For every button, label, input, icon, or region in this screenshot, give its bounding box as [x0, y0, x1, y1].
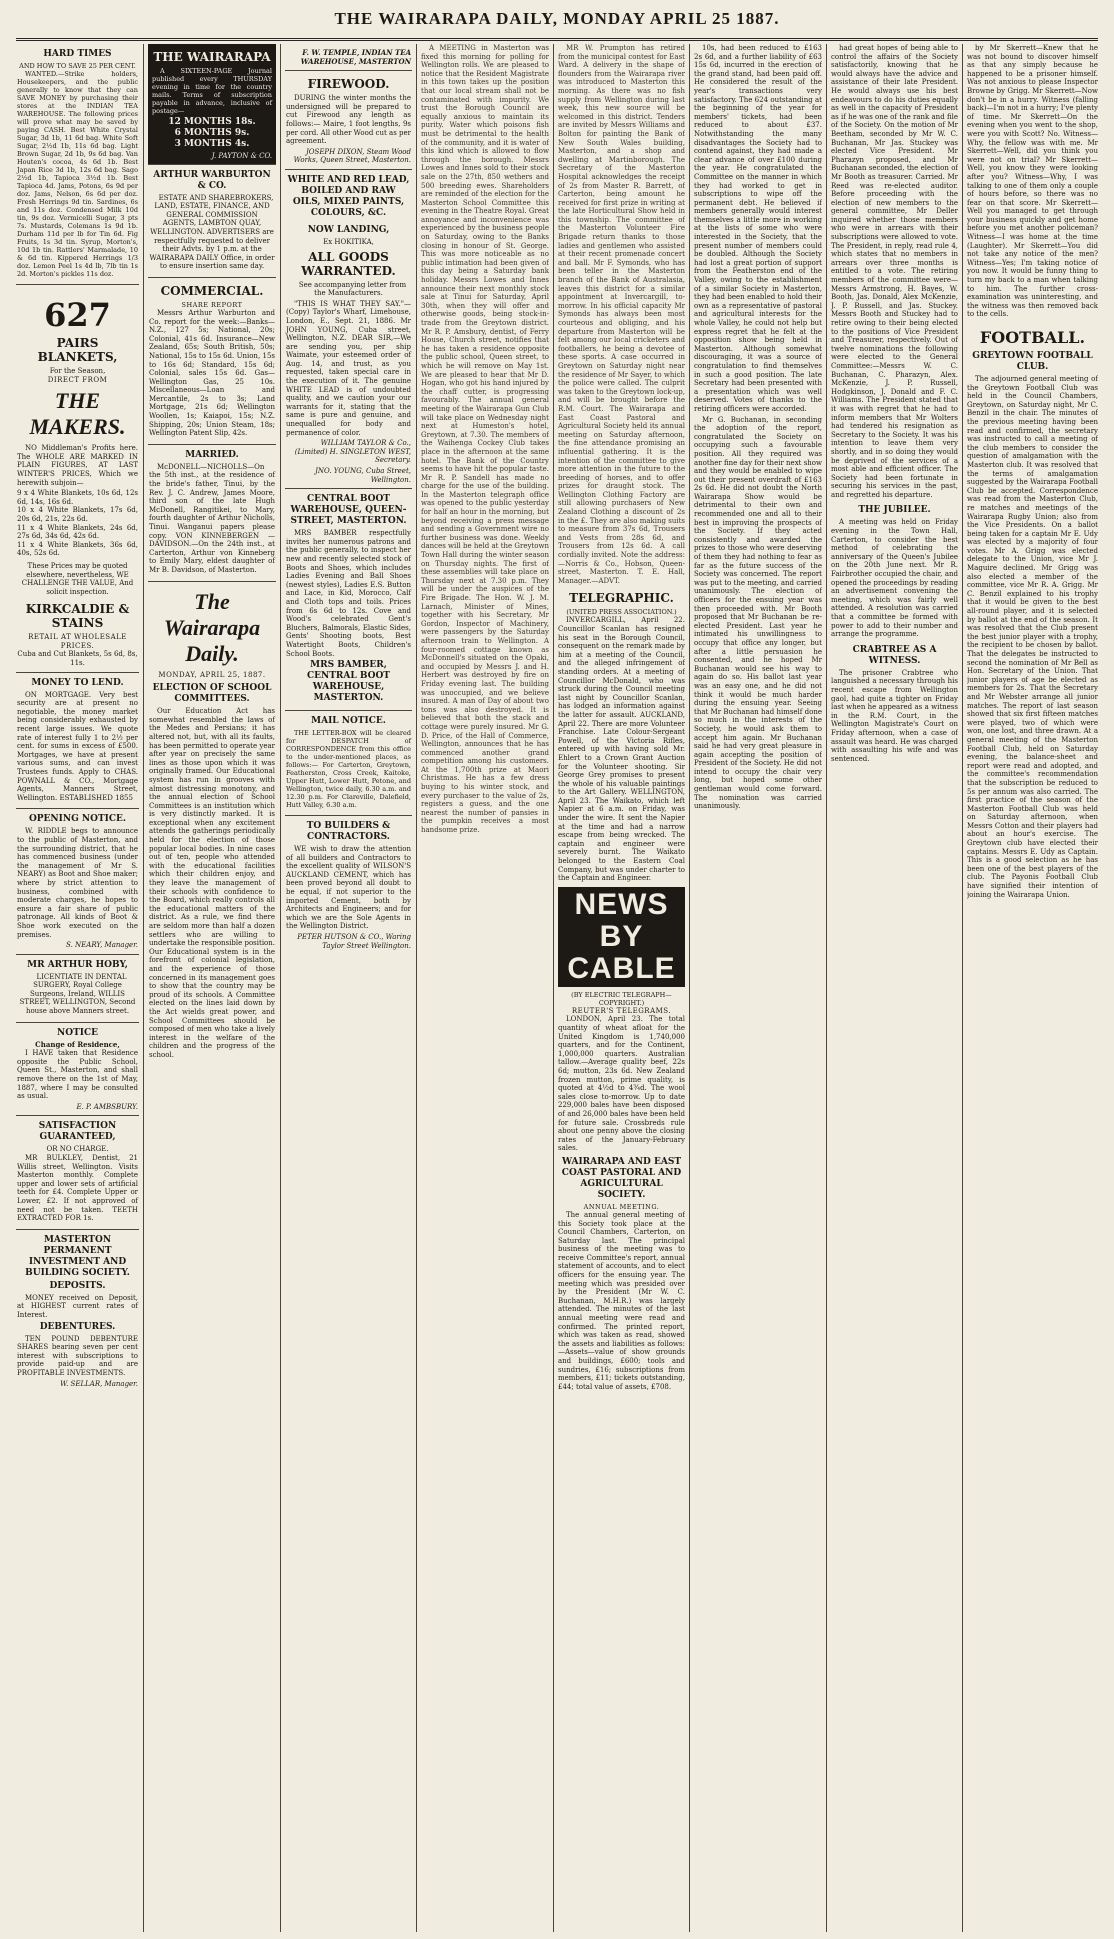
notice-body: I HAVE taken that Residence opposite the Public School, Queen St., Masterton, and shall remove there on the 1st of May, 1887, where I may be consulted as usual.	[17, 1049, 138, 1101]
money-to-lend-ad	[16, 673, 139, 810]
white-lead-heading: WHITE AND RED LEAD, BOILED AND RAW OILS, MIXED PAINTS, COLOURS, &C.	[287, 174, 410, 218]
satisfaction-subheading: OR NO CHARGE.	[46, 1145, 109, 1154]
money-body: ON MORTGAGE. Very best security are at present no negotiable, the money market being considerably exhausted by recent large issues. We quote rate of interest fully 1 to 2½ per cent. for sums in excess of £500. Mortgages, we have at present various sums, and can invest Trustees funds. Apply to CHAS. POWNALL & CO., Mortgage Agents, Manners Street, Wellington. ESTABLISHED 1855	[17, 690, 138, 802]
satisfaction-body: MR BULKLEY, Dentist, 21 Willis street, Wellington. Visits Masterton monthly. Complete upper and lower sets of artificial teeth for £4. Complete Upper or Lower, £2. If not approved of need not be taken. TEETH EXTRACTED FOR 1s.	[17, 1154, 138, 1223]
hard-times-heading: HARD TIMES	[43, 49, 112, 59]
telegraphic-subheading: (UNITED PRESS ASSOCIATION.)	[566, 608, 677, 617]
crabtree-heading: CRABTREE AS A WITNESS.	[852, 644, 937, 666]
blankets-season: For the Season,	[49, 367, 106, 375]
now-landing-heading: NOW LANDING,	[307, 224, 390, 235]
married-section	[148, 445, 276, 582]
telegraphic-body: INVERCARGILL, April 22. Councillor Scanlan has resigned his seat in the Borough Council, consequent on the remark made by him at a meeting of the Council, and the alleged infringement of standing orders. At a meeting of Councillor McDonald, who was struck during the Council meeting last night by Councillor Scanlan, has lodged an information against the latter for assault. AUCKLAND, April 22. There are more Volunteer Franchise. Late Colour-Sergeant Powell, of the Victoria Rifles, entered up with having sold Mr. Ehlert to a Crown Grant Auction for the Volunteer shooting. Sir George Grey promises to present the whole of his valuable paintings to the Art Gallery. WELLINGTON, April 23. The Waikato, which left Napier at 6 a.m. on Friday, was under the wire. It sent the Napier at the time and had a narrow escape from being wrecked. The captain and engineer were severely burnt. The Waikato belonged to the Eastern Coal Company, but was under charter to the Captain and Engineer.	[558, 616, 685, 883]
news-by-cable-heading: NEWS BY CABLE	[558, 887, 685, 987]
builders-ad	[285, 816, 412, 954]
hard-times-body: WANTED.—Strike holders, Housekeepers, and the public generally to know that they can SAVE MONEY by purchasing their stores at the INDIAN TEA WAREHOUSE. The following prices will prove what may be saved by paying CASH. Best White Crystal Sugar, 3d 1b, 11 6d bag. White Soft Sugar, 2½d 1b, 11s 6d bag. Light Brown Sugar, 2d 1b, 9s 6d bag. Van Houten's cocoa, 4s 6d 1b. Best Japan Rice 3d 1b, 12s 6d bag. Sago 2½d 1b, Tapioca 3½d 1b. Best Tapioca 4d. Jams, Potons, 6s 9d per doz. Jams, Nelson, 6s 6d per doz. Fresh Herrings 9d tin. Sardines, 6s and 11s doz. Condensed Milk 10d tin, 9s doz. Vermicelli Sugar, 3 pts 7s. Mustards, Colemans 1s 9d 1b. Durham 11d per lb for Tin 6d. Fig Fruits, 1s 3d tin. Syrup, Morton's, 10d 1b tin. Rattlers' Marmalade, 10 & 6d tin. Kippered Herrings 1/3 doz. Lemon Peel 1s 4d lb, 7lb tin 1s 2d. Morton's pickles 11s doz.	[17, 70, 138, 278]
wairarapa-signature: J. PAYTON & CO.	[211, 152, 272, 160]
the-makers-heading: THE MAKERS.	[29, 388, 126, 440]
letter-body: "THIS IS WHAT THEY SAY."— (Copy) Taylor's Wharf, Limehouse, London, E., Sept. 21, 1886. Mr JOHN YOUNG, Cuba street, Wellington, N.Z. DEAR SIR,—We are sending you, per ship Waimate, your esteemed order of Aug. 14, and trust, as you requested, taken special care in the execution of it. The genuine WHITE LEAD is of undoubted quality, and we caution your our warrants for it, stating that the same is pure and genuine, and unequalled for body and permanence of color.	[286, 299, 411, 437]
now-landing-sub: Ex HOKITIKA,	[323, 237, 374, 246]
notice-ad	[16, 1023, 139, 1117]
jubilee-body: A meeting was held on Friday evening in the Town Hall, Carterton, to consider the best method of celebrating the anniversary of the Queen's Jubilee on the 20th June next. Mr R. Fairbrother occupied the chair, and opened the proceedings by reading an advertisement convening the meeting, which was fairly well attended. A resolution was carried that a committee be formed with power to add to their number and arrange the programme.	[831, 518, 958, 639]
central-boot-heading: CENTRAL BOOT WAREHOUSE, QUEEN-STREET, MASTERTON.	[290, 494, 407, 527]
column-rule	[280, 44, 281, 1932]
deposits-heading: DEPOSITS.	[49, 1280, 106, 1291]
firewood-heading: FIREWOOD.	[307, 77, 390, 92]
paper-date: MONDAY, APRIL 25, 1887.	[158, 670, 266, 679]
editorial-section	[148, 582, 276, 1066]
column-rule	[689, 44, 690, 1932]
hard-times-ad	[16, 44, 139, 285]
hoby-heading: MR ARTHUR HOBY,	[27, 959, 128, 970]
masthead-title: THE WAIRARAPA DAILY, MONDAY APRIL 25 1887.	[334, 9, 780, 28]
all-goods-body: See accompanying letter from the Manufacturers.	[298, 280, 407, 298]
column-rule	[962, 44, 963, 1932]
warburton-heading: ARTHUR WARBURTON & CO.	[153, 169, 271, 191]
terms-line: 6 MONTHS 9s.	[174, 128, 250, 138]
hard-times-subheading: AND HOW TO SAVE 25 PER CENT.	[19, 62, 136, 70]
debentures-signature: W. SELLAR, Manager.	[60, 1379, 138, 1388]
mail-notice-ad	[285, 711, 412, 816]
white-lead-ad	[285, 170, 412, 489]
opening-body: W. RIDDLE begs to announce to the public of Masterton, and the surrounding district, that he has commenced business (under the management of Mr S. NEARY) as Boot and Shoe maker; where by strict attention to business, combined with moderate charges, he hopes to ensure a fair share of public patronage. All kinds of Boot & Shoe work executed on the premises.	[17, 827, 138, 939]
debentures-body: TEN POUND DEBENTURE SHARES bearing seven per cent interest with subscriptions to provide paid-up and are PROFITABLE INVESTMENTS.	[17, 1334, 138, 1377]
local-news-body: A MEETING in Masterton was fixed this morning for polling for Wellington rolls. We are pleased to notice that the Resident Magistrate in this town takes up the position that our local stream shall not be contaminated with impurity. We trust the Borough Council are equally anxious to maintain its purity. Water which poisons fish must be detrimental to the health of the community, and it is water of this kind which is allowed to flow through the borough. Messrs Lowes and Innes sold to their stock sale on the 27th, 850 wethers and 500 breeding ewes. Shareholders are reminded of the election for the Masterton School Committee this evening in the Theatre Royal. Great annoyance and inconvenience was experienced by the business people on Saturday, owing to the Banks closing in honour of St. George. This was more noticeable as no public intimation had been given of this day being a Saturday bank holiday. Messrs Lowes and Innes announce their next monthly stock sale at Tinui for Saturday, April 30th, when they will offer and otherwise goods, being stock-in-trade from the Greytown district. Mr R. P. Amsbury, dentist, of Ferry House, Church street, notifies that he has taken a residence opposite the public school, Queen street, to which he will remove on May 1st. We are pleased to hear that Mr D. Hogan, who got his hand injured by the chaff cutter, is progressing favourably. The annual general meeting of the Wairarapa Gun Club will take place on Wednesday night next at Humeston's hotel, Greytown, at 7.30. The members of the Waihenga Cockey Club takes place in the afternoon at the same hotel. The Bank of the Country seems to have hit the popular taste. Mr R. P. Sandell has made no charge for the use of the building. In the Masterton telegraph office was opened to the public yesterday for half an hour in the morning, but beyond receiving a press message and sending a Government wire no further business was done. Weekly dances will be held at the Greytown Town Hall during the winter season on Thursday nights. The first of these assemblies will take place on Thursday next at 7.30 p.m. They will be under the auspices of the Fire Brigade. The Hon. W. J. M. Larnach, Minister of Mines, together with his Secretary, Mr Gordon, Inspector of Machinery, were passengers by the Saturday afternoon train to Wellington. A four-roomed cottage known as McDonnell's situated on the Opaki, and occupied by Messrs J. and H. Herbert was destroyed by fire on Friday evening last. The building was unoccupied, and we believe insured. A man of Day of about two tons was also destroyed. It is believed that both the stack and cottage were purely insured. Mr G. D. Price, of the Hall of Commerce, Wellington, announces that he has commenced another grand competition among his customers. At the 1,700th prize at Maori Christmas. He has a few dress buying to his winter stock, and every purchaser to the value of 2s, registers a guess, and the one nearest the number of pansies in the pumpkin receives a most handsome prize.	[421, 44, 549, 835]
column-4	[421, 44, 549, 1932]
paper-title: The Wairarapa Daily.	[163, 588, 261, 666]
opening-heading: OPENING NOTICE.	[28, 814, 127, 825]
firewood-body: DURING the winter months the undersigned will be prepared to cut Firewood any length as follows:— Maire, 1 foot lengths, 9s per cord. All other Wood cut as per agreement.	[286, 94, 411, 146]
column-1	[16, 44, 139, 1932]
blanket-line: 11 x 4 White Blankets, 24s 6d, 27s 6d, 34s 6d, 42s 6d.	[17, 523, 138, 541]
builders-body: WE wish to draw the attention of all builders and Contractors to the excellent quality of WILSON'S AUCKLAND CEMENT, which has been proved beyond all doubt to be equal, if not superior to the imported Cement, both by Architects and Engineers; and for which we are the Sole Agents in the Wellington District.	[286, 845, 411, 931]
bamber-signature: MRS BAMBER, CENTRAL BOOT WAREHOUSE, MASTERTON.	[306, 660, 391, 704]
wairarapa-body: A SIXTEEN-PAGE Journal published every THURSDAY evening in time for the country mails. Terms of subscription payable in advance, inclusive of postage—	[152, 67, 272, 115]
commercial-body: Messrs Arthur Warburton and Co. report for the week:—Banks—N.Z., 127 5s; National, 20s; Colonial, 41s 6d. Insurance—New Zealand, 65s; South British, 50s; National, 15s to 15s 6d. Union, 15s to 16s 6d; Standard, 15s 6d; Colonial, sales 15s 6d. Gas—Wellington Gas, 25 10s. Miscellaneous—Loan and Mercantile, 2s to 3s; Land Mortgage, 21s 6d; Wellington Woollen, 1s; Kaiapoi, 15s; N.Z. Shipping, 20s; Union Steam, 18s; Wellington Patent Slip, 42s.	[149, 308, 275, 438]
column-5	[558, 44, 685, 1932]
pastoral-body: The annual general meeting of this Society took place at the Council Chambers, Carterton, on Saturday last. The principal business of the meeting was to receive Committee's report, annual statement of accounts, and to elect officers for the ensuing year. The meeting which was presided over by the President (Mr W. C. Buchanan, M.H.R.) was largely attended. The minutes of the last annual meeting were read and confirmed. The printed report, which was taken as read, showed the assets and liabilities as follows:—Assets—value of show grounds and buildings, £600; tools and sundries, £16; subscriptions from members, £11; tickets outstanding, £44; total value of assets, £708.	[558, 1210, 685, 1391]
column-3	[285, 44, 412, 1932]
indian-tea-signature-block	[285, 44, 412, 71]
football-body: The adjourned general meeting of the Greytown Football Club was held in the Council Chambers, Greytown, on Saturday night, Mr C. Benzil in the chair. The minutes of the previous meeting having been read and confirmed, the secretary was instructed to call a meeting of the club members to consider the question of amalgamation with the Masterton club. It was resolved that the terms of amalgamation suggested by the Wairarapa Football Club be accepted. Correspondence was read from the Masterton Club, re matches and meetings of the Wairarapa Rugby Union; also from the Vice Presidents. On a ballot being taken for a captain Mr E. Udy was elected by a majority of four votes. Mr A. Grigg was elected delegate to the Union, vice Mr J. Maguire declined. Mr Grigg was also elected a member of the committee, vice Mr R. A. Grigg. Mr C. Benzil explained to his trophy that it would be given to the best all-round player, and it is selected by ballot at the end of the season. It was resolved that the Club present the best junior player with a trophy, the recipient to be chosen by ballot. That the delegates be instructed to second the nomination of Mr Bell as Hon. Secretary of the Union. That junior players of age be elected as members for 2s. That the Secretary and Mr Webster arrange all junior matches. The report of last season showed that six first fifteen matches were played, two of which were won, one lost, and three drawn. At a general meeting of the Masterton Football Club, held on Saturday evening, the balance-sheet and report were read and adopted, and the committee's recommendation that the subscription be reduced to 5s per annum was also carried. The first practice of the season of the Masterton Football Club was held on Saturday afternoon, when Messrs Cotton and their players had about an hour's exercise. The Greytown club have elected their captains. Messrs E. Udy as Captain. This is a good selection as he has been one of the best players of the club. The Payonis Football Club have signified their intention of joining the Wairarapa Union.	[967, 375, 1098, 899]
football-heading: FOOTBALL.	[979, 328, 1086, 347]
column-7	[831, 44, 958, 1932]
commercial-heading: COMMERCIAL.	[160, 283, 264, 298]
building-society-ad	[16, 1230, 139, 1392]
blanket-line: 9 x 4 White Blankets, 10s 6d, 12s 6d, 14s, 16s 6d.	[17, 489, 138, 506]
telegraphic-heading: TELEGRAPHIC.	[569, 591, 674, 606]
all-goods-heading: ALL GOODS WARRANTED.	[301, 249, 396, 278]
deposits-body: MONEY received on Deposit, at HIGHEST current rates of Interest.	[17, 1293, 138, 1319]
building-heading: MASTERTON PERMANENT INVESTMENT AND BUILDING SOCIETY.	[25, 1234, 130, 1278]
letter-signature: WILLIAM TAYLOR & Co., (Limited) H. SINGLETON WEST, Secretary.	[294, 439, 411, 465]
notice-heading: NOTICE	[57, 1027, 98, 1038]
pastoral-subheading: ANNUAL MEETING.	[583, 1202, 660, 1211]
column-rule	[416, 44, 417, 1932]
kirkcaldie-heading: KIRKCALDIE & STAINS	[25, 602, 130, 631]
debentures-heading: DEBENTURES.	[39, 1321, 116, 1332]
column-rule	[826, 44, 827, 1932]
married-body: McDONELL—NICHOLLS—On the 5th inst., at the residence of the bride's father, Tinui, by the Rev. J. C. Andrew, James Moore, third son of the late Hugh McDonell, Rangitikei, to Mary, fourth daughter of Arthur Nicholls, Tinui. Wanganui papers please copy. VON KINNEBERGEN — DAVIDSON.—On the 24th inst., at Carterton, Arthur von Kinneberg to Emily Mary, eldest daughter of Mr B. Davidson, of Masterton.	[149, 462, 275, 574]
warburton-ad	[148, 165, 276, 278]
wairarapa-heading: THE WAIRARAPA	[153, 50, 271, 64]
terms-line: 12 MONTHS 18s.	[168, 117, 256, 127]
firewood-ad	[285, 71, 412, 170]
young-signature: JNO. YOUNG, Cuba Street, Wellington.	[315, 467, 411, 484]
masthead	[16, 4, 1098, 41]
blankets-list	[17, 489, 138, 558]
column-rule	[143, 44, 144, 1932]
mail-body: THE LETTER-BOX will be cleared for DESPATCH of CORRESPONDENCE from this office to the under-mentioned places, as follows:— For Carterton, Greytown, Featherston, Cross Creek, Kaitoke, Upper Hutt, Lower Hutt, Petone, and Wellington, twice daily, 6.30 a.m. and 12.30 p.m. For Clareville, Dalefield, Hutt Valley, 6.30 a.m.	[286, 729, 411, 810]
editorial-heading: ELECTION OF SCHOOL COMMITTEES.	[152, 683, 272, 705]
hoby-body: LICENTIATE IN DENTAL SURGERY, Royal College Surgeons, Ireland, WILLIS STREET, WELLINGTON, Second house above Manners street.	[19, 972, 136, 1016]
cable-reuter: REUTER'S TELEGRAMS.	[571, 1006, 672, 1015]
column-8	[967, 44, 1098, 1932]
pastoral-continued: 10s, had been reduced to £163 2s 6d, and a further liability of £63 15s 6d, incurred in the erection of the grand stand, had been paid off. He considered the result of the year's transactions very satisfactory. The 624 outstanding at the beginning of the year for members' tickets, had been reduced to about £37. Notwithstanding the many disadvantages the Society had to contend against, they had made a clear advance of over £100 during the year. He congratulated the Committee on the manner in which they had worked to get in subscriptions to wipe off the permanent debt. He believed if members generally would interest themselves a little more in working at the lists of some who were interested in the Society, that the present number of members could be doubled. Although the Society had lost a great portion of support from the Featherston end of the Valley, owing to the establishment of a similar Society in Masterton, they had been enabled to hold their own as a representative of pastoral and agricultural interests for the whole Valley, he could not help but express regret that he felt at the opposition show being held in Masterton. Although somewhat discouraging, it was a source of congratulation to find themselves in such a good position. The late Secretary had been presented with a presentation which was well deserved. Votes of thanks to the retiring officers were accorded.	[694, 44, 822, 413]
blankets-note: These Prices may be quoted elsewhere, nevertheless, WE CHALLENGE THE VALUE, And solicit inspection.	[21, 561, 134, 596]
builders-signature: PETER HUTSON & CO., Waring Taylor Street Wellington.	[297, 933, 411, 950]
married-heading: MARRIED.	[185, 449, 239, 460]
hoby-ad	[16, 955, 139, 1023]
column-6	[694, 44, 822, 1932]
central-boot-body: MRS BAMBER respectfully invites her numerous patrons and the public generally, to inspect her new and recently selected stock of Boots and Shoes, which includes Ladies Evening and Ball Shoes (newest styles), Ladies E.S. Button and Lace, in Kid, Morocco, Calf and Cloth tops and toils. Prices from 6s 6d to 12s. Cove and Wood's celebrated Gent's Bluchers, Balmorals, Elastic Sides, Gents' Shooting boots, Best Watertight Boots, Children's School Boots.	[286, 529, 411, 658]
column-2	[148, 44, 276, 1932]
pastoral-continued-2: Mr G. Buchanan, in seconding the adoption of the report, congratulated the Society on occupying such a favourable position. All they required was another fine day for their next show and they would be enabled to wipe out their present overdraft of £163 2s 6d. He did not doubt the North Wairarapa Show would be detrimental to their own and recommended one and all to their best in improving the prospects of the Society. If they acted consistently and awarded the prizes to those who were deserving of them they had nothing to fear as far as the future success of the Society was concerned. The report was put to the meeting, and carried unanimously. The election of officers for the ensuing year was then proceeded with. Mr Booth proposed that Mr Buchanan be re-elected President. Last year he intimated his unwillingness to occupy that office any longer, but after a little persuasion he consented, and he hoped Mr Buchanan would see his way to again do so. His ballot last year was an easy one, and he did not think it would be much harder during the ensuing year. Seeing that Mr Buchanan had himself done so much in the interests of the Society, he would ask them to accept him again. Mr Buchanan said he had very great pleasure in again accepting the position of President of the Society. He did not intend to occupy the chair very long, but hoped some other gentleman would come forward. The nomination was carried unanimously.	[694, 415, 822, 811]
blanket-line: 11 x 4 White Blankets, 36s 6d, 40s, 52s 6d.	[17, 540, 138, 558]
notice-subheading: Change of Residence,	[35, 1039, 120, 1049]
cable-subheading: (BY ELECTRIC TELEGRAPH—COPYRIGHT.)	[571, 990, 672, 1007]
crabtree-continued: by Mr Skerrett—Knew that he was not bound to discover himself as that any simply because he happened to be a prisoner himself. Was not anxious to please Inspector Browne by Grigg. Mr Skerrett—Now don't be in a hurry. Witness (falling back)—I'm not in a hurry; I've plenty of time. Mr Skerrett—On the evening when you went to the shop, were you with Scott? No. Witness—Why, the fellow was with me. Mr Skerrett—Well, did you think you were not on trial? Mr Skerrett—Well, you know they were looking after you? Witness—Why, I was talking to one of them only a couple of hours before, so there was no fear on that score. Mr Skerrett—Well you managed to get through your business quickly and get home before you met another policeman? Witness—I was home at the time (Laughter). Mr Skerrett—You did not take any notice of the men? Witness—Yes; I'm taking notice of you now. It would be funny thing to turn my back to a man when talking to him. The further cross-examination was uninteresting, and the witness was then removed back to the cells.	[967, 44, 1098, 319]
commercial-subheading: SHARE REPORT	[181, 300, 243, 309]
blankets-ad	[16, 285, 139, 673]
kirkcaldie-retail: RETAIL AT WHOLESALE PRICES.	[28, 633, 127, 650]
terms-line: 3 MONTHS 4s.	[174, 139, 250, 149]
blanket-line: 10 x 4 White Blankets, 17s 6d, 20s 6d, 21s, 22s 6d.	[17, 506, 138, 523]
blankets-heading: PAIRS BLANKETS,	[37, 336, 118, 364]
pastoral-heading: WAIRARAPA AND EAST COAST PASTORAL AND AGRICULTURAL SOCIETY.	[561, 1156, 682, 1200]
satisfaction-heading: SATISFACTION GUARANTEED,	[38, 1121, 117, 1143]
indian-tea-signature: F. W. TEMPLE, INDIAN TEA WAREHOUSE, MASTERTON	[300, 48, 411, 66]
builders-heading: TO BUILDERS & CONTRACTORS.	[306, 821, 391, 843]
warburton-body: ESTATE AND SHAREBROKERS, LAND, ESTATE, FINANCE, AND GENERAL COMMISSION AGENTS, LAMBTON QUAY, WELLINGTON. ADVERTISERS are respectfully requested to deliver their Advts. by 1 p.m. at the WAIRARAPA DAILY Office, in order to ensure insertion same day.	[149, 193, 275, 271]
greytown-heading: GREYTOWN FOOTBALL CLUB.	[972, 351, 1093, 372]
central-boot-ad	[285, 489, 412, 711]
local-news-body-2: MR W. Prumpton has retired from the municipal contest for East Ward. A delivery in the shape of flounders from the Wairarapa river was introduced to Masterton this morning. As there was no fish supply from Wellington during last week, this new source will be welcomed in this district. Tenders are invited by Messrs Williams and Bolton for painting the Bank of New South Wales building, Masterton, and a shop and dwelling at Martinborough. The Secretary of the Masterton Hospital acknowledges the receipt of 2s from Master R. Barrett, of Carterton, being amount he received for first prize in writing at the late Horticultural Show held in this township. The committee of the Masterton Volunteer Fire Brigade return thanks to those ladies and gentlemen who assisted at their recent promenade concert and ball. Mr F. Symonds, who has been teller in the Masterton branch of the Bank of Australasia, leaves this district for a similar appointment at Invercargill, to-morrow. In his official capacity Mr Symonds has always been most courteous and obliging, and his departure from Masterton will be felt among our local cricketers and footballers, he being a devotee of these sports. A case occurred in Greytown on Saturday night near the residence of Mr Sayer, to which the police were called. The culprit was taken to the Greytown lock-up, and will be brought before the R.M. Court. The Wairarapa and East Coast Pastoral and Agricultural Society held its annual meeting on Saturday afternoon, the fine attendance promising an influential gathering. It is the intention of the committee to give more attention in the future to the breeding of horses, and to offer prizes for draught stock. The Wellington Clothing Factory are still allowing purchasers of New Zealand Clothing a discount of 2s in the £. They are also making suits to measure from 37s 6d, Trousers and Vests from 28s 6d, and Trousers from 12s 6d. A call cordially invited. Note the address:—Norris & Co., Hobson, Queen-street, Masterton. T. E. Hall, Manager.—ADVT.	[558, 44, 685, 585]
opening-notice-ad	[16, 809, 139, 954]
blankets-body: NO Middleman's Profits here. The WHOLE ARE MARKED IN PLAIN FIGURES, AT LAST WINTER'S PRICES, Which we herewith subjoin—	[17, 444, 138, 487]
satisfaction-ad	[16, 1116, 139, 1229]
kirkcaldie-sub: Cuba and Cut Blankets, 5s 6d, 8s, 11s.	[17, 650, 138, 668]
mail-heading: MAIL NOTICE.	[311, 716, 386, 727]
jubilee-heading: THE JUBILEE.	[858, 505, 931, 516]
editorial-body: Our Education Act has somewhat resembled the laws of the Medes and Persians; it has altered not, but, with all its faults, has been permitted to operate year after year on precisely the same lines as those upon which it was originally framed. Our Educational system has run in grooves with almost distressing monotony, and the annual election of School Committees is an institution which is very distinctly marked. It is exceptional when any excitement attends the gatherings periodically held for the election of those popular local bodies. In nine cases out of ten, people who attended with the educational facilities which their children enjoy, and they leave the management of their schools with confidence to the Board, which really controls all the educational matters of the district. As a rule, we find there are seldom more than half a dozen settlers who are willing to undertake the responsible position. Our Educational system is in the forefront of colonial legislation, and the experience of those concerned in its management goes to show that the country may be proud of its schools. A Committee elected on the lines laid down by the Act wields great power, and School Committees should be composed of men who take a lively interest in the welfare of the children and the progress of the school.	[149, 707, 275, 1059]
blankets-direct: DIRECT FROM	[47, 375, 108, 384]
column-rule	[553, 44, 554, 1932]
crabtree-body: The prisoner Crabtree who languished a necessary through his recent escape from Wellington gaol, had quite a tighter on Friday last when he appeared as a witness in the R.M. Court, in the Wellington Magistrate's Court on Friday afternoon, when a case of assault was heard. He was charged with assaulting his wife and was sentenced.	[831, 668, 958, 763]
blankets-number: 627	[44, 296, 111, 334]
firewood-signature: JOSEPH DIXON, Steam Wood Works, Queen Street, Masterton.	[293, 147, 411, 165]
cable-body: LONDON, April 23. The total quantity of wheat afloat for the United Kingdom is 1,740,000 quarters, and for the Continent, 1,000,000 quarters. Australian tallow.—Average quality beef, 22s 6d; mutton, 23s 6d. New Zealand frozen mutton, prime quality, is quoted at 4½d to 4¾d. The wool sales close to-morrow. Up to date 229,000 bales have been disposed of and 26,000 bales have been held for future sale. Crossbreds rule about one penny above the closing rates of the January-February sales.	[558, 1015, 685, 1153]
notice-signature: E. P. AMBSBURY.	[76, 1102, 138, 1111]
pastoral-continued-3: had great hopes of being able to control the affairs of the Society satisfactorily, knowing that he would always have the advice and assistance of their late President. He would always use his best endeavours to do his duties equally as well in the capacity of President as if he was one of the rank and file of the Society. On the motion of Mr Beetham, seconded by Mr W. C. Buchanan, Mr Jas. Stuckey was elected Vice President. Mr Pharazyn proposed, and Mr Buchanan seconded, the election of Mr Booth as treasurer. Carried. Mr Reed was re-elected auditor. Before proceeding with the election of new members to the general committee, Mr Deller inquired whether those members who were in arrears with their subscriptions were allowed to vote. The President, in reply, read rule 4, which states that no members in arrears over three months is entitled to a vote. The retiring members of the committee were—Messrs Armstrong, H. Bayes, W. Booth, Jas. Donald, Alex McKenzie, J. P. Russell, and Jas. Stuckey. Messrs Booth and Stuckey had to retire owing to their being elected to the positions of Vice President and Treasurer, respectively. Out of twelve nominations the following were elected to the General Committee:—Messrs W. C. Buchanan, C. Pharazyn, Alex. McKenzie, J. P. Russell, Hodgkinson, J. Donald and F. C. Williams. The President stated that it was with regret that he had to inform members that Mr Wolters had tendered his resignation as Secretary to the Society. It was his intention to leave them very shortly, and in so doing they would be deprived of the services of a most able and efficient officer. The Society had been fortunate in securing his services in the past, and regretted his departure.	[831, 44, 958, 499]
wairarapa-subscription-ad	[148, 44, 276, 165]
commercial-section	[148, 278, 276, 445]
opening-signature: S. NEARY, Manager.	[66, 941, 138, 950]
money-heading: MONEY TO LEND.	[31, 677, 124, 688]
